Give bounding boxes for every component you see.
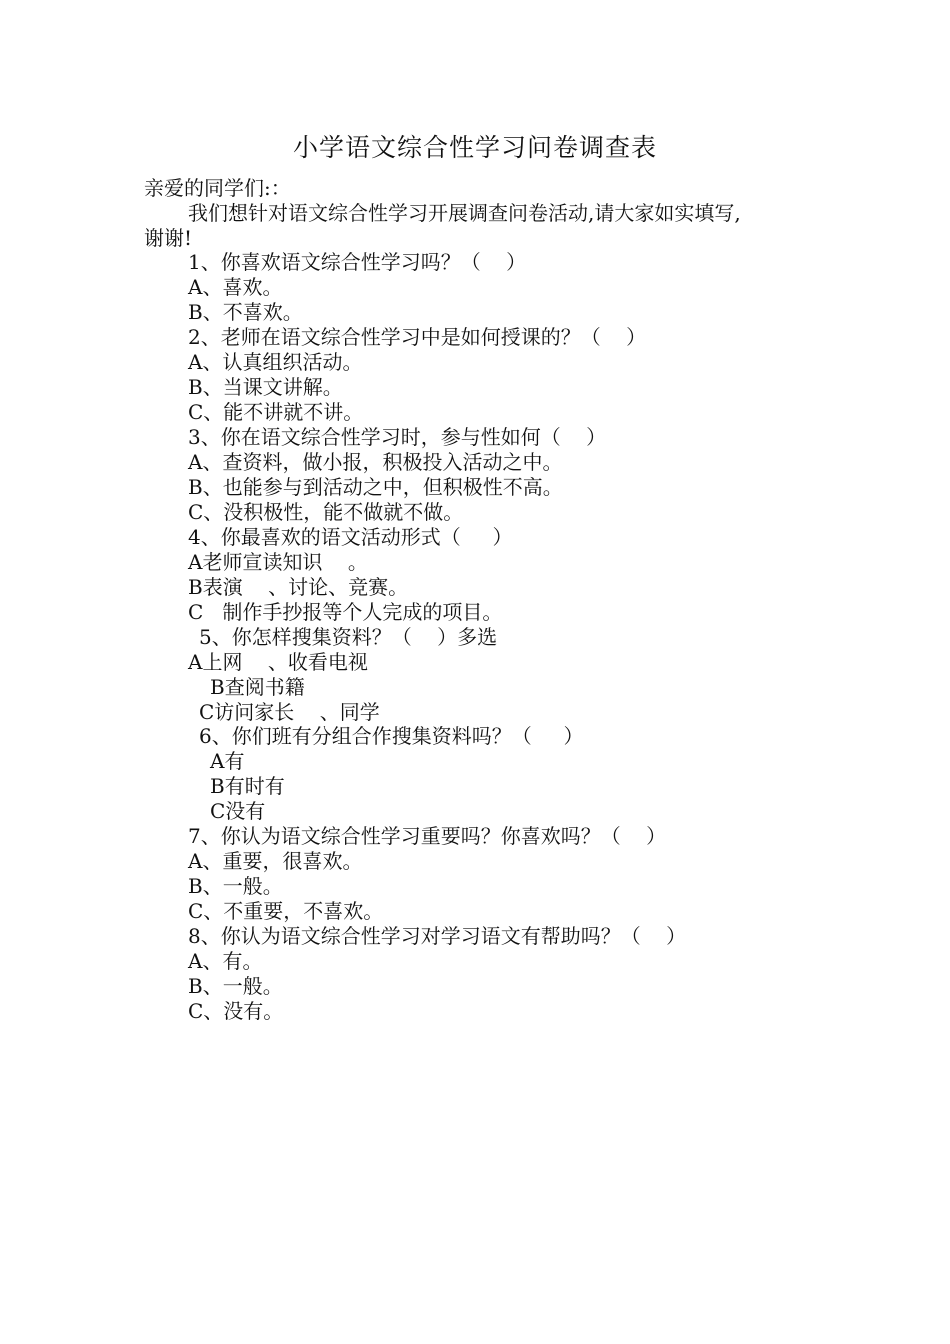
document-title: 小学语文综合性学习问卷调查表 <box>292 133 657 162</box>
question-2: 2、老师在语文综合性学习中是如何授课的？（ ） <box>188 325 647 349</box>
question-3: 3、你在语文综合性学习时，参与性如何（ ） <box>188 425 607 449</box>
question-3-option-c: C、没积极性，能不做就不做。 <box>188 500 464 524</box>
question-5-option-b: B查阅书籍 <box>210 675 305 699</box>
question-7-option-c: C、不重要，不喜欢。 <box>188 899 384 923</box>
question-5-option-c: C访问家长 、同学 <box>199 700 380 724</box>
question-5-option-a: A上网 、收看电视 <box>188 650 368 674</box>
question-6: 6、你们班有分组合作搜集资料吗？（ ） <box>199 724 584 748</box>
question-4-option-b: B表演 、讨论、竞赛。 <box>188 575 409 599</box>
question-6-option-c: C没有 <box>210 799 266 823</box>
intro-line-1: 我们想针对语文综合性学习开展调查问卷活动,请大家如实填写, <box>188 201 741 225</box>
question-7: 7、你认为语文综合性学习重要吗？你喜欢吗？（ ） <box>188 824 667 848</box>
question-6-option-a: A有 <box>210 749 245 773</box>
question-4-option-a: A老师宣读知识 。 <box>188 550 368 574</box>
question-4-option-c: C 制作手抄报等个人完成的项目。 <box>188 600 503 624</box>
greeting: 亲爱的同学们:： <box>144 176 291 200</box>
question-7-option-a: A、重要，很喜欢。 <box>188 849 363 873</box>
question-8-option-c: C、没有。 <box>188 999 284 1023</box>
question-4: 4、你最喜欢的语文活动形式（ ） <box>188 525 513 549</box>
question-1: 1、你喜欢语文综合性学习吗？（ ） <box>188 250 527 274</box>
question-1-option-b: B、不喜欢。 <box>188 300 303 324</box>
question-2-option-b: B、当课文讲解。 <box>188 375 343 399</box>
question-1-option-a: A、喜欢。 <box>188 275 283 299</box>
question-2-option-a: A、认真组织活动。 <box>188 350 363 374</box>
question-8-option-a: A、有。 <box>188 949 263 973</box>
intro-line-2: 谢谢! <box>144 226 193 250</box>
question-6-option-b: B有时有 <box>210 774 285 798</box>
question-7-option-b: B、一般。 <box>188 874 283 898</box>
question-8: 8、你认为语文综合性学习对学习语文有帮助吗？（ ） <box>188 924 687 948</box>
question-8-option-b: B、一般。 <box>188 974 283 998</box>
question-3-option-b: B、也能参与到活动之中，但积极性不高。 <box>188 475 563 499</box>
question-5: 5、你怎样搜集资料？（ ）多选 <box>199 625 498 649</box>
question-3-option-a: A、查资料，做小报，积极投入活动之中。 <box>188 450 563 474</box>
question-2-option-c: C、能不讲就不讲。 <box>188 400 364 424</box>
